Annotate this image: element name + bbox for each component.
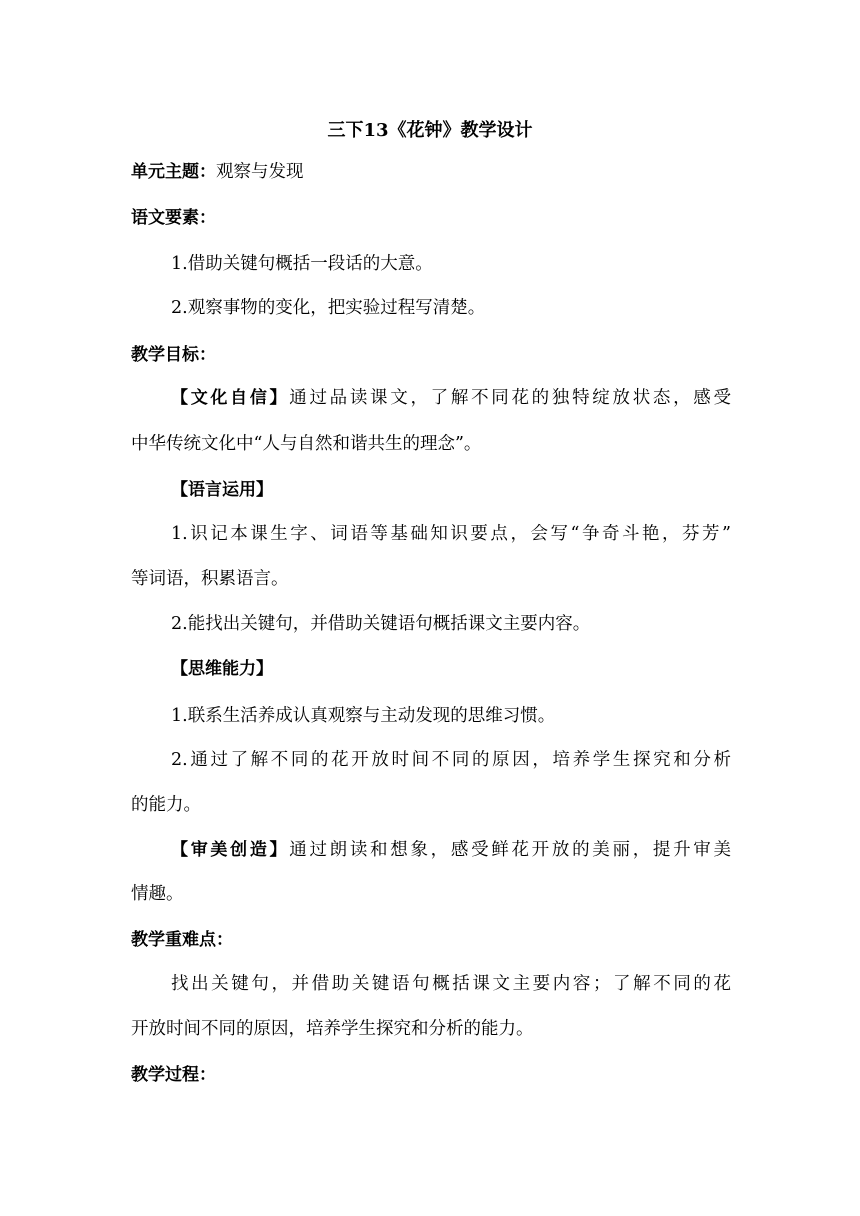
key-points-line-1: 找出关键句，并借助关键语句概括课文主要内容；了解不同的花 bbox=[171, 974, 731, 994]
thinking-item-2a: 2.通过了解不同的花开放时间不同的原因，培养学生探究和分析 bbox=[171, 750, 731, 770]
culture-text-1: 通过品读课文，了解不同花的独特绽放状态，感受 bbox=[289, 388, 732, 408]
language-item-2: 2.能找出关键句，并借助关键语句概括课文主要内容。 bbox=[171, 614, 591, 634]
culture-goal-line-2: 中华传统文化中“人与自然和谐共生的理念”。 bbox=[131, 434, 482, 454]
aesthetic-goal-line-2: 情趣。 bbox=[131, 884, 184, 904]
culture-goal-line-1 bbox=[171, 386, 731, 410]
language-label: 【语言运用】 bbox=[171, 480, 273, 500]
culture-label: 【文化自信】 bbox=[171, 388, 290, 408]
aesthetic-label: 【审美创造】 bbox=[171, 840, 290, 860]
language-item-1b: 等词语，积累语言。 bbox=[131, 569, 289, 589]
thinking-item-2b: 的能力。 bbox=[131, 795, 201, 815]
key-points-heading: 教学重难点： bbox=[131, 930, 233, 950]
unit-theme-value: 观察与发现 bbox=[216, 162, 304, 182]
goals-heading: 教学目标： bbox=[131, 345, 216, 365]
aesthetic-goal-line-1 bbox=[171, 838, 731, 862]
unit-theme-line bbox=[131, 160, 731, 184]
thinking-item-1: 1.联系生活养成认真观察与主动发现的思维习惯。 bbox=[171, 706, 556, 726]
thinking-label: 【思维能力】 bbox=[171, 659, 273, 679]
element-item-1: 1.借助关键句概括一段话的大意。 bbox=[171, 254, 433, 274]
element-item-2: 2.观察事物的变化，把实验过程写清楚。 bbox=[171, 298, 486, 318]
process-heading: 教学过程： bbox=[131, 1065, 216, 1085]
elements-heading: 语文要素： bbox=[131, 208, 216, 228]
unit-theme-label: 单元主题： bbox=[131, 162, 216, 182]
language-item-1a: 1.识记本课生字、词语等基础知识要点，会写“争奇斗艳，芬芳” bbox=[171, 524, 731, 544]
aesthetic-text-1: 通过朗读和想象，感受鲜花开放的美丽，提升审美 bbox=[289, 840, 732, 860]
key-points-line-2: 开放时间不同的原因，培养学生探究和分析的能力。 bbox=[131, 1019, 534, 1039]
document-title: 三下13《花钟》教学设计 bbox=[327, 120, 533, 141]
